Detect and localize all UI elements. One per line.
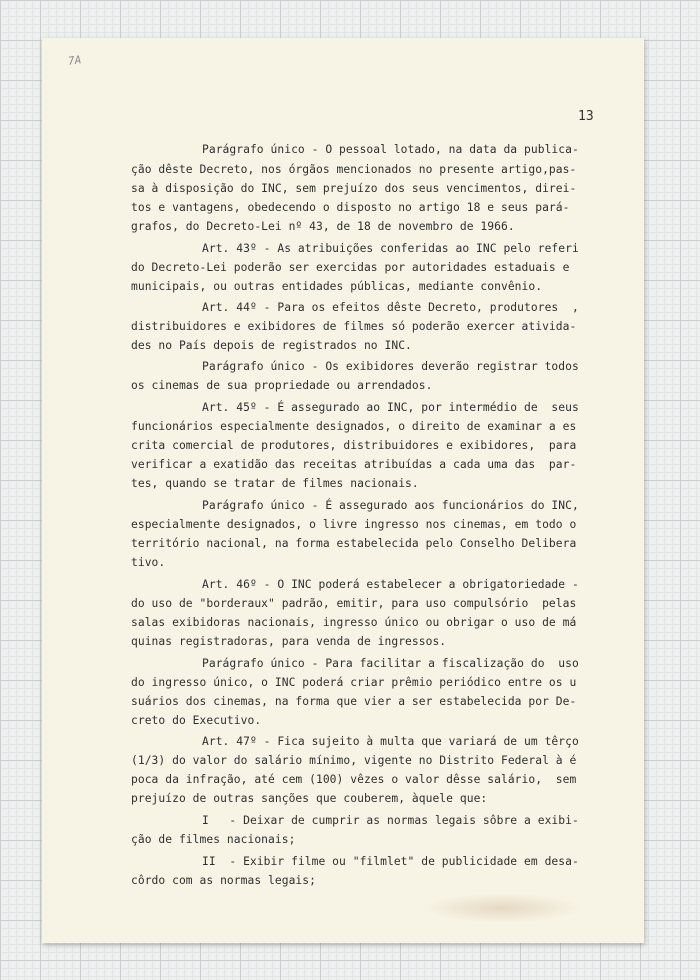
text-line: especialmente designados, o livre ingresso nos cinemas, em todo o: [131, 518, 577, 531]
text-line: (1/3) do valor do salário mínimo, vigente no Distrito Federal à é: [131, 754, 577, 767]
text-line: salas exibidoras nacionais, ingresso único ou obrigar o uso de má: [131, 616, 577, 629]
document-page: [42, 38, 644, 943]
text-line: II - Exibir filme ou "filmlet" de publicidade em desa-: [202, 855, 579, 868]
text-line: distribuidores e exibidores de filmes só poderão exercer ativida-: [131, 320, 577, 333]
text-line: do ingresso único, o INC poderá criar prêmio periódico entre os u: [131, 676, 577, 689]
text-line: I - Deixar de cumprir as normas legais sôbre a exibi-: [202, 814, 579, 827]
text-line: do uso de "borderaux" padrão, emitir, para uso compulsório pelas: [131, 597, 577, 610]
text-line: des no País depois de registrados no INC.: [131, 339, 412, 352]
text-line: Parágrafo único - O pessoal lotado, na data da publica-: [202, 143, 579, 156]
text-line: tos e vantagens, obedecendo o disposto no artigo 18 e seus pará-: [131, 201, 570, 214]
text-line: Art. 43º - As atribuições conferidas ao INC pelo referi: [202, 242, 579, 255]
margin-annotation: 7A: [67, 53, 83, 68]
text-line: prejuízo de outras sanções que couberem, àquele que:: [131, 792, 488, 805]
text-line: Art. 47º - Fica sujeito à multa que variará de um têrço: [202, 735, 579, 748]
text-line: tivo.: [131, 556, 166, 569]
text-line: território nacional, na forma estabelecida pelo Conselho Delibera: [131, 537, 577, 550]
text-line: do Decreto-Lei poderão ser exercidas por autoridades estaduais e: [131, 261, 570, 274]
text-line: Art. 44º - Para os efeitos dêste Decreto, produtores ,: [202, 301, 579, 314]
text-line: quinas registradoras, para venda de ingressos.: [131, 635, 447, 648]
text-line: Parágrafo único - É assegurado aos funcionários do INC,: [202, 499, 579, 512]
page-number: 13: [578, 109, 594, 124]
text-line: os cinemas de sua propriedade ou arrendados.: [131, 379, 433, 392]
text-line: crita comercial de produtores, distribuidores e exibidores, para: [131, 439, 577, 452]
text-line: ção dêste Decreto, nos órgãos mencionados no presente artigo,pas-: [131, 163, 577, 176]
text-line: Art. 46º - O INC poderá estabelecer a obrigatoriedade -: [202, 578, 579, 591]
text-line: côrdo com as normas legais;: [131, 874, 316, 887]
text-line: tes, quando se tratar de filmes nacionais.: [131, 477, 419, 490]
text-line: funcionários especialmente designados, o direito de examinar a es: [131, 420, 577, 433]
text-line: verificar a exatidão das receitas atribuídas a cada uma das par-: [131, 458, 577, 471]
text-line: Parágrafo único - Para facilitar a fiscalização do uso: [202, 657, 579, 670]
text-line: creto do Executivo.: [131, 714, 262, 727]
text-line: ção de filmes nacionais;: [131, 833, 296, 846]
text-line: municipais, ou outras entidades públicas, mediante convênio.: [131, 280, 543, 293]
text-line: Art. 45º - É assegurado ao INC, por intermédio de seus: [202, 401, 579, 414]
text-line: Parágrafo único - Os exibidores deverão registrar todos: [202, 360, 579, 373]
text-line: sa à disposição do INC, sem prejuízo dos seus vencimentos, direi-: [131, 182, 577, 195]
text-line: suários dos cinemas, na forma que vier a ser estabelecida por De-: [131, 695, 577, 708]
text-line: poca da infração, até cem (100) vêzes o valor dêsse salário, sem: [131, 773, 577, 786]
text-line: grafos, do Decreto-Lei nº 43, de 18 de novembro de 1966.: [131, 220, 515, 233]
